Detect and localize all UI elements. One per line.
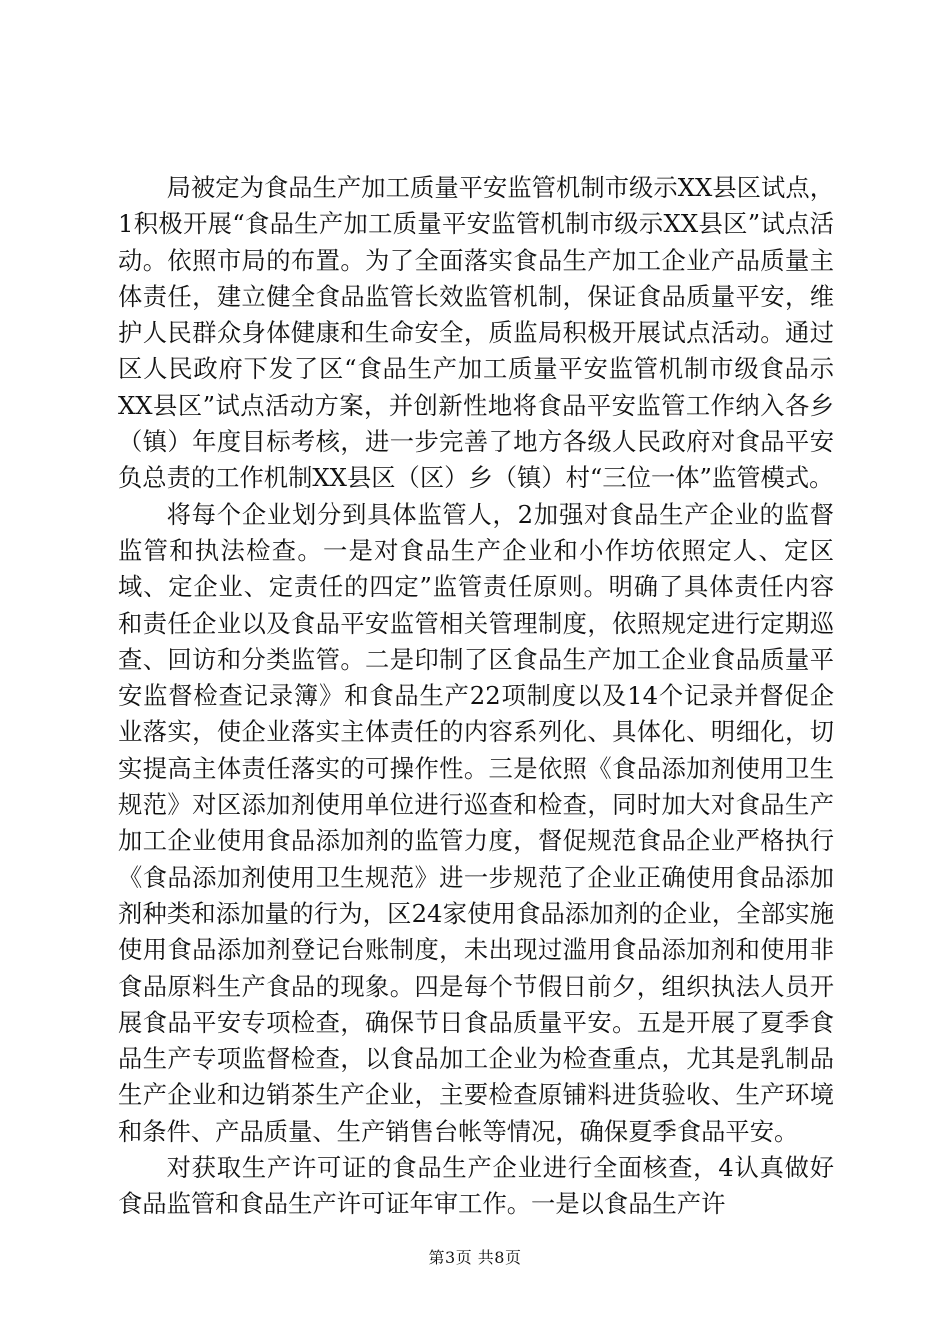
document-body — [118, 170, 834, 1223]
paragraph-2: 将每个企业划分到具体监管人，2加强对食品生产企业的监督监管和执法检查。一是对食品生产企业和小作坊依照定人、定区域、定企业、定责任的四定”监管责任原则。明确了具体责任内容和责任企业以及食品平安监管相关管理制度，依照规定进行定期巡查、回访和分类监管。二是印制了区食品生产加工企业食品质量平安监督检查记录簿》和食品生产22项制度以及14个记录并督促企业落实，使企业落实主体责任的内容系列化、具体化、明细化，切实提高主体责任落实的可操作性。三是依照《食品添加剂使用卫生规范》对区添加剂使用单位进行巡查和检查，同时加大对食品生产加工企业使用食品添加剂的监管力度，督促规范食品企业严格执行《食品添加剂使用卫生规范》进一步规范了企业正确使用食品添加剂种类和添加量的行为，区24家使用食品添加剂的企业，全部实施使用食品添加剂登记台账制度，未出现过滥用食品添加剂和使用非食品原料生产食品的现象。四是每个节假日前夕，组织执法人员开展食品平安专项检查，确保节日食品质量平安。五是开展了夏季食品生产专项监督检查，以食品加工企业为检查重点，尤其是乳制品生产企业和边销茶生产企业，主要检查原铺料进货验收、生产环境和条件、产品质量、生产销售台帐等情况，确保夏季食品平安。 — [118, 499, 834, 1146]
paragraph-1: 局被定为食品生产加工质量平安监管机制市级示XX县区试点，1积极开展“食品生产加工质量平安监管机制市级示XX县区”试点活动。依照市局的布置。为了全面落实食品生产加工企业产品质量主体责任，建立健全食品监管长效监管机制，保证食品质量平安，维护人民群众身体健康和生命安全，质监局积极开展试点活动。通过区人民政府下发了区“食品生产加工质量平安监管机制市级食品示XX县区”试点活动方案，并创新性地将食品平安监管工作纳入各乡（镇）年度目标考核，进一步完善了地方各级人民政府对食品平安负总责的工作机制XX县区（区）乡（镇）村“三位一体”监管模式。 — [118, 173, 834, 493]
paragraph-3: 对获取生产许可证的食品生产企业进行全面核查，4认真做好食品监管和食品生产许可证年审工作。一是以食品生产许 — [118, 1153, 834, 1219]
page-footer: 第3页 共8页 — [428, 1248, 522, 1267]
